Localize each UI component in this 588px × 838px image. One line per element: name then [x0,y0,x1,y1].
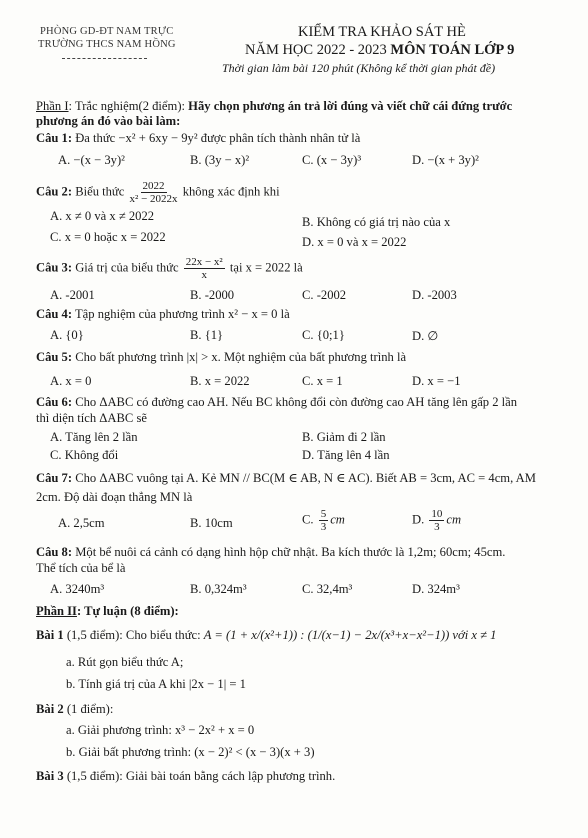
q7-option-a: A. 2,5cm [58,516,105,530]
header-divider [62,58,147,59]
department-name: PHÒNG GD-ĐT NAM TRỰC [40,26,174,37]
question-7: Câu 7: Cho ΔABC vuông tại A. Kẻ MN // BC(M ∈ AB, N ∈ AC). Biết AB = 3cm, AC = 4cm, AM [36,471,536,485]
exam-title: KIỂM TRA KHẢO SÁT HÈ [298,24,466,40]
question-7-cont: 2cm. Độ dài đoạn thẳng MN là [36,490,193,504]
question-8-cont: Thể tích của bể là [36,561,126,575]
question-5: Câu 5: Cho bất phương trình |x| > x. Một nghiệm của bất phương trình là [36,350,407,364]
q3-option-d: D. -2003 [412,288,457,302]
bai-2: Bài 2 (1 điểm): [36,702,114,716]
q1-option-a: A. −(x − 3y)² [58,153,125,167]
q7-option-c: C. $\frac{5}{3}$ cm [302,508,345,533]
q1-option-d: D. −(x + 3y)² [412,153,479,167]
q3-fraction: $\frac{\text{22x − x²}}{x}$ [185,256,223,281]
q4-option-b: B. {1} [190,328,224,342]
part1-points: : Trắc nghiệm(2 điểm): [68,99,186,113]
q1-option-c: C. (x − 3y)³ [302,153,362,167]
exam-subtitle [245,42,514,59]
q4-option-c: C. {0;1} [302,328,345,342]
bai-1-b: b. Tính giá trị của A khi |2x − 1| = 1 [66,677,246,691]
q4-option-d: D. ∅ [412,329,439,343]
part2-label: Phần II [36,604,77,618]
question-1: Câu 1: Đa thức −x² + 6xy − 9y² được phân tích thành nhân tử là [36,131,361,145]
q2-fraction: $\frac{2022}{\text{x² − 2022x}}$ [129,180,178,205]
part1-instruction-cont: phương án đó vào bài làm: [36,114,181,128]
q6-option-a: A. Tăng lên 2 lần [50,430,138,444]
school-year: NĂM HỌC 2022 - 2023 [245,42,387,58]
part2-points: : Tự luận (8 điểm): [76,604,179,618]
subject: MÔN TOÁN LỚP 9 [390,42,515,58]
bai-2-b: b. Giải bất phương trình: (x − 2)² < (x − 3)(x + 3) [66,745,315,759]
q3-option-a: A. -2001 [50,288,95,302]
q3-option-b: B. -2000 [190,288,235,302]
q4-option-a: A. {0} [50,328,84,342]
bai-3: Bài 3 (1,5 điểm): Giải bài toán bằng cách lập phương trình. [36,769,336,783]
part1-instruction: Hãy chọn phương án trả lời đúng và viết chữ cái đứng trước [185,99,513,113]
part1-label: Phần I [36,99,69,113]
q6-option-d: D. Tăng lên 4 lần [302,448,390,462]
question-6: Câu 6: Cho ΔABC có đường cao AH. Nếu BC không đổi còn đường cao AH tăng lên gấp 2 lần [36,395,518,409]
school-name: TRƯỜNG THCS NAM HỒNG [38,39,176,50]
q7-option-b: B. 10cm [190,516,233,530]
q2-option-d: D. x = 0 và x = 2022 [302,235,407,249]
q5-option-b: B. x = 2022 [190,374,250,388]
question-6-cont: thì diện tích ΔABC sẽ [36,411,147,425]
part1-heading [36,99,512,114]
part2-heading [36,604,179,619]
q5-option-c: C. x = 1 [302,374,343,388]
q5-option-d: D. x = −1 [412,374,461,388]
q6-option-b: B. Giảm đi 2 lần [302,430,386,444]
question-2: Câu 2: Biểu thức $\frac{2022}{\text{x² − 2022x}}$ không xác định khi [36,180,280,205]
q8-option-a: A. 3240m³ [50,582,105,596]
bai-1: Bài 1 (1,5 điểm): Cho biểu thức: A = (1 + x/(x²+1)) : (1/(x−1) − 2x/(x³+x−x²−1)) với x ≠ 1 [36,628,497,642]
question-3: Câu 3: Giá trị của biểu thức $\frac{\text{22x − x²}}{x}$ tại x = 2022 là [36,256,303,281]
q8-option-c: C. 32,4m³ [302,582,353,596]
q3-option-c: C. -2002 [302,288,347,302]
q8-option-d: D. 324m³ [412,582,460,596]
question-4: Câu 4: Tập nghiệm của phương trình x² − x = 0 là [36,307,290,321]
q2-option-a: A. x ≠ 0 và x ≠ 2022 [50,209,155,223]
q5-option-a: A. x = 0 [50,374,92,388]
q1-option-b: B. (3y − x)² [190,153,250,167]
bai-1-expression: A = (1 + x/(x²+1)) : (1/(x−1) − 2x/(x³+x−x²−1)) với x ≠ 1 [203,628,497,642]
q2-option-b: B. Không có giá trị nào của x [302,215,451,229]
q2-option-c: C. x = 0 hoặc x = 2022 [50,230,166,244]
question-8: Câu 8: Một bể nuôi cá cảnh có dạng hình hộp chữ nhật. Ba kích thước là 1,2m; 60cm; 45cm. [36,545,506,559]
q6-option-c: C. Không đổi [50,448,119,462]
q8-option-b: B. 0,324m³ [190,582,247,596]
bai-1-a: a. Rút gọn biểu thức A; [66,655,184,669]
q7-option-d: D. $\frac{10}{3}$ cm [412,508,462,533]
exam-time: Thời gian làm bài 120 phút (Không kể thời gian phát đề) [222,61,496,75]
bai-2-a: a. Giải phương trình: x³ − 2x² + x = 0 [66,723,255,737]
